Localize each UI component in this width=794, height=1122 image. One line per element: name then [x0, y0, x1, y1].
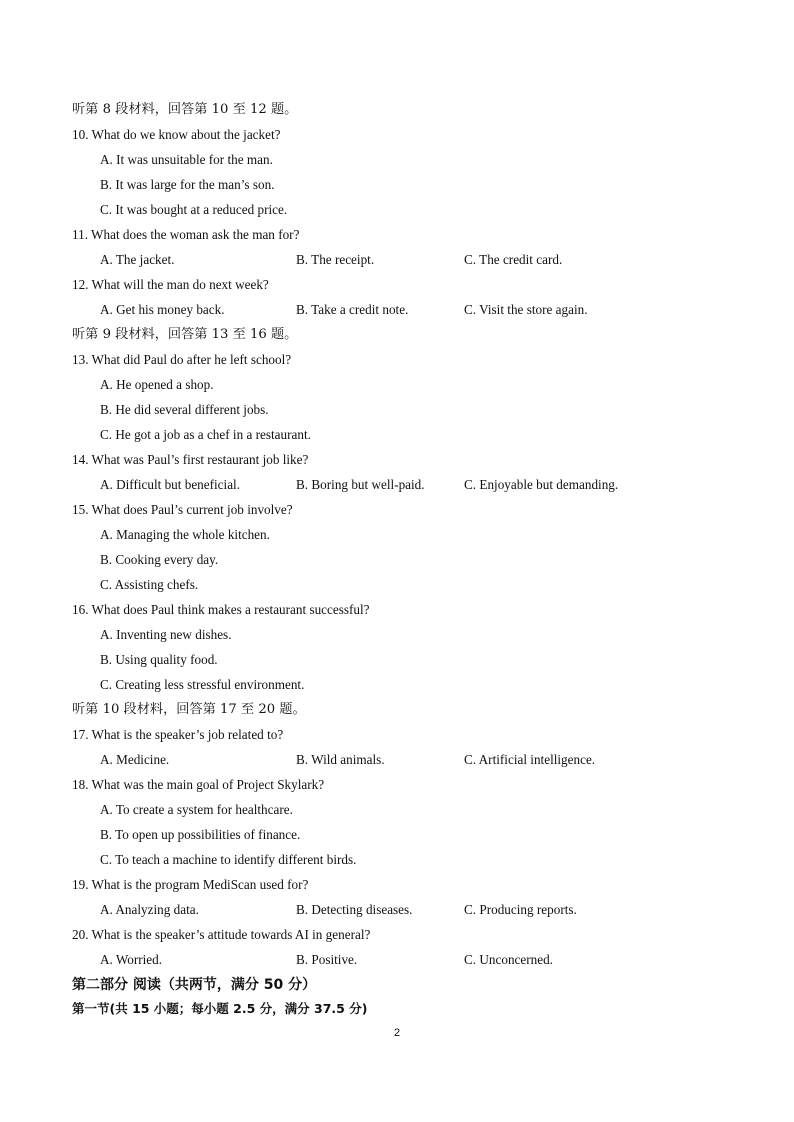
- answer-option: B. The receipt.: [296, 252, 375, 267]
- answer-option: B. Using quality food.: [100, 652, 218, 667]
- answer-option: C. Unconcerned.: [464, 952, 553, 967]
- answer-option: A. Managing the whole kitchen.: [100, 527, 270, 542]
- answer-option: B. It was large for the man’s son.: [100, 177, 275, 192]
- answer-option: A. Inventing new dishes.: [100, 627, 232, 642]
- page-number: 2: [393, 1027, 401, 1039]
- question-text: 12. What will the man do next week?: [72, 277, 269, 292]
- question-text: 20. What is the speaker’s attitude towards AI in general?: [72, 927, 371, 942]
- option-row: [72, 297, 722, 322]
- question-text: 11. What does the woman ask the man for?: [72, 227, 300, 242]
- answer-option: A. Medicine.: [100, 752, 170, 767]
- question-text: 18. What was the main goal of Project Skylark?: [72, 777, 325, 792]
- section-instruction: 听第 8 段材料，回答第 10 至 12 题。: [72, 102, 298, 117]
- exam-page: [72, 97, 722, 1020]
- answer-option: A. The jacket.: [100, 252, 175, 267]
- answer-option: A. Analyzing data.: [100, 902, 199, 917]
- answer-option: C. Producing reports.: [464, 902, 577, 917]
- answer-option: B. Wild animals.: [296, 752, 385, 767]
- answer-option: B. Take a credit note.: [296, 302, 409, 317]
- option-row: [72, 947, 722, 972]
- section-instruction: 听第 9 段材料，回答第 13 至 16 题。: [72, 327, 298, 342]
- answer-option: B. To open up possibilities of finance.: [100, 827, 301, 842]
- answer-option: C. It was bought at a reduced price.: [100, 202, 288, 217]
- answer-option: C. He got a job as a chef in a restaurant.: [100, 427, 311, 442]
- option-row: [72, 747, 722, 772]
- question-text: 10. What do we know about the jacket?: [72, 127, 281, 142]
- answer-option: C. Visit the store again.: [464, 302, 588, 317]
- question-text: 13. What did Paul do after he left school?: [72, 352, 292, 367]
- option-row: [72, 247, 722, 272]
- part-title: 第二部分 阅读（共两节，满分 50 分）: [72, 977, 317, 993]
- answer-option: A. Get his money back.: [100, 302, 225, 317]
- question-text: 19. What is the program MediScan used for?: [72, 877, 309, 892]
- answer-option: C. The credit card.: [464, 252, 563, 267]
- answer-option: A. To create a system for healthcare.: [100, 802, 293, 817]
- answer-option: B. Detecting diseases.: [296, 902, 413, 917]
- answer-option: C. Assisting chefs.: [100, 577, 199, 592]
- answer-option: C. Artificial intelligence.: [464, 752, 596, 767]
- answer-option: B. Boring but well-paid.: [296, 477, 425, 492]
- question-text: 17. What is the speaker’s job related to?: [72, 727, 284, 742]
- option-row: [72, 897, 722, 922]
- answer-option: C. Enjoyable but demanding.: [464, 477, 619, 492]
- option-row: [72, 472, 722, 497]
- question-text: 14. What was Paul’s first restaurant job like?: [72, 452, 309, 467]
- answer-option: B. Positive.: [296, 952, 358, 967]
- question-text: 15. What does Paul’s current job involve?: [72, 502, 293, 517]
- answer-option: B. He did several different jobs.: [100, 402, 269, 417]
- answer-option: A. Difficult but beneficial.: [100, 477, 241, 492]
- answer-option: B. Cooking every day.: [100, 552, 219, 567]
- question-text: 16. What does Paul think makes a restaurant successful?: [72, 602, 370, 617]
- part-subtitle: 第一节(共 15 小题；每小题 2.5 分，满分 37.5 分): [72, 1001, 368, 1016]
- section-instruction: 听第 10 段材料，回答第 17 至 20 题。: [72, 702, 306, 717]
- answer-option: A. It was unsuitable for the man.: [100, 152, 273, 167]
- answer-option: C. To teach a machine to identify different birds.: [100, 852, 357, 867]
- answer-option: A. Worried.: [100, 952, 163, 967]
- answer-option: C. Creating less stressful environment.: [100, 677, 305, 692]
- answer-option: A. He opened a shop.: [100, 377, 214, 392]
